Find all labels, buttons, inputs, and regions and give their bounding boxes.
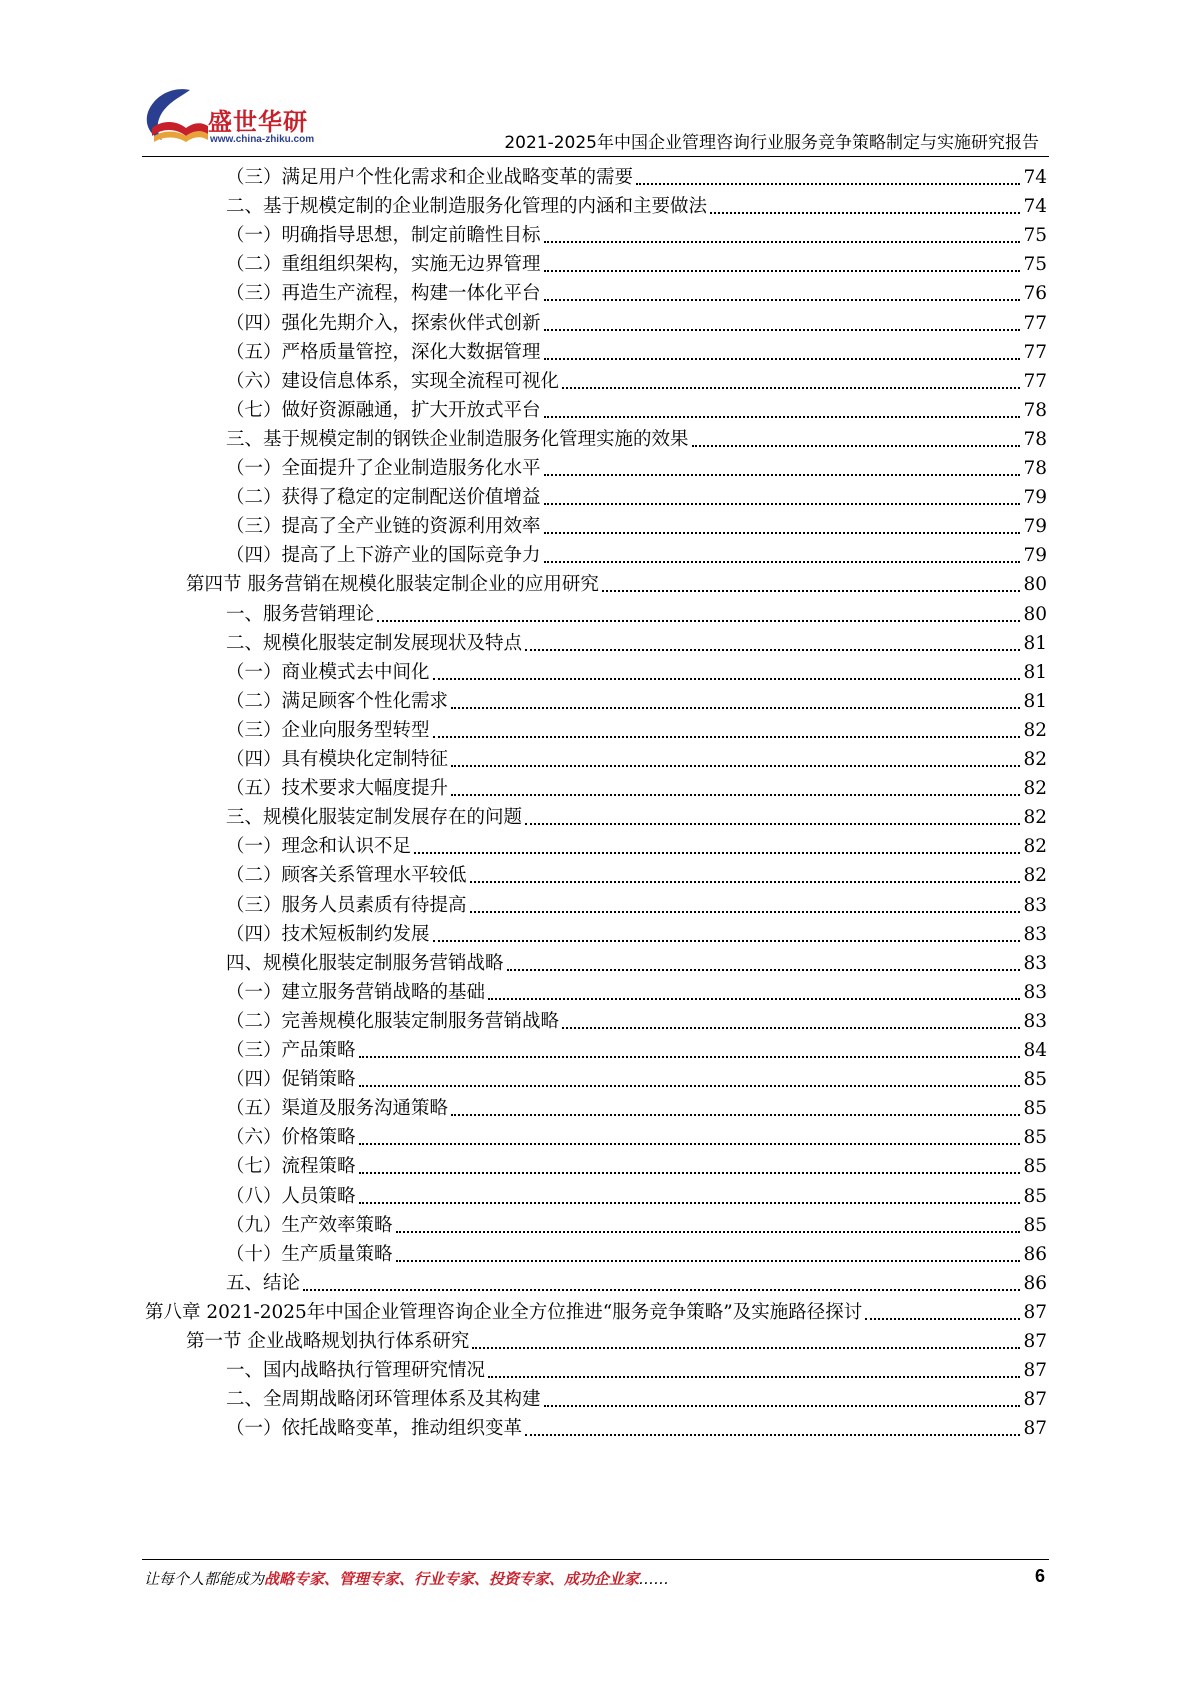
slogan-suffix: …… xyxy=(639,1570,670,1588)
brand-name: 盛世华研 xyxy=(208,108,308,136)
toc-entry-page: 74 xyxy=(1023,167,1047,188)
toc-entry[interactable] xyxy=(226,917,1047,948)
toc-entry-title: （三）服务人员素质有待提高 xyxy=(226,894,467,916)
toc-entry-title: （三）满足用户个性化需求和企业战略变革的需要 xyxy=(226,167,634,188)
toc-entry-page: 83 xyxy=(1023,952,1047,974)
toc-entry-page: 78 xyxy=(1023,458,1047,479)
toc-leader-dots xyxy=(692,445,1021,447)
toc-entry-page: 78 xyxy=(1023,399,1047,421)
toc-leader-dots xyxy=(396,1231,1021,1233)
toc-entry-title: （二）顾客关系管理水平较低 xyxy=(226,865,467,887)
toc-entry[interactable] xyxy=(226,189,1047,220)
toc-leader-dots xyxy=(636,183,1020,185)
footer-slogan xyxy=(144,1568,669,1589)
toc-entry[interactable] xyxy=(226,306,1047,337)
toc-entry-page: 83 xyxy=(1023,894,1047,916)
toc-entry-page: 81 xyxy=(1023,661,1047,683)
toc-entry-page: 86 xyxy=(1023,1243,1047,1265)
toc-entry[interactable] xyxy=(226,858,1047,889)
toc-entry[interactable] xyxy=(145,1295,1047,1326)
toc-leader-dots xyxy=(544,358,1021,360)
toc-entry-page: 83 xyxy=(1023,981,1047,1003)
toc-entry-title: 二、基于规模定制的企业制造服务化管理的内涵和主要做法 xyxy=(226,196,708,218)
toc-leader-dots xyxy=(396,1260,1021,1262)
toc-leader-dots xyxy=(488,1376,1020,1378)
toc-entry-title: （一）建立服务营销战略的基础 xyxy=(226,981,486,1003)
toc-leader-dots xyxy=(544,416,1021,418)
toc-entry-title: （二）重组组织架构，实施无边界管理 xyxy=(226,254,541,276)
toc-entry[interactable] xyxy=(226,1062,1047,1093)
toc-entry-page: 85 xyxy=(1023,1069,1047,1091)
toc-leader-dots xyxy=(544,561,1021,563)
toc-entry-title: （三）提高了全产业链的资源利用效率 xyxy=(226,516,541,538)
toc-entry-page: 82 xyxy=(1023,719,1047,741)
toc-entry[interactable] xyxy=(226,800,1047,831)
toc-entry[interactable] xyxy=(226,247,1047,278)
slogan-highlight: 战略专家、管理专家、行业专家、投资专家、成功企业家 xyxy=(264,1570,640,1588)
toc-entry-page: 80 xyxy=(1023,574,1047,596)
toc-entry-page: 75 xyxy=(1023,225,1047,247)
toc-leader-dots xyxy=(562,1027,1020,1029)
toc-entry[interactable] xyxy=(226,655,1047,686)
toc-entry-title: 一、国内战略执行管理研究情况 xyxy=(226,1360,486,1382)
toc-entry[interactable] xyxy=(226,946,1047,977)
toc-entry[interactable] xyxy=(226,684,1047,715)
toc-leader-dots xyxy=(470,911,1021,913)
toc-leader-dots xyxy=(525,649,1020,651)
toc-entry[interactable] xyxy=(186,567,1047,598)
toc-entry-title: 第四节 服务营销在规模化服装定制企业的应用研究 xyxy=(186,574,599,596)
footer-divider xyxy=(142,1559,1049,1560)
toc-entry[interactable] xyxy=(226,1120,1047,1151)
toc-leader-dots xyxy=(470,881,1021,883)
toc-entry-page: 86 xyxy=(1023,1272,1047,1294)
toc-entry-page: 85 xyxy=(1023,1185,1047,1207)
toc-entry-title: （六）建设信息体系，实现全流程可视化 xyxy=(226,370,560,392)
toc-entry-title: 第八章 2021-2025年中国企业管理咨询企业全方位推进“服务竞争策略”及实施路径探讨 xyxy=(145,1301,863,1323)
toc-leader-dots xyxy=(544,503,1021,505)
toc-entry[interactable] xyxy=(226,771,1047,802)
toc-entry[interactable] xyxy=(226,218,1047,249)
toc-entry-page: 77 xyxy=(1023,341,1047,363)
toc-entry-page: 87 xyxy=(1023,1418,1047,1440)
toc-leader-dots xyxy=(451,1114,1020,1116)
toc-entry-page: 79 xyxy=(1023,545,1047,567)
toc-entry-title: 三、基于规模定制的钢铁企业制造服务化管理实施的效果 xyxy=(226,428,689,450)
toc-entry-page: 87 xyxy=(1023,1331,1047,1352)
toc-entry-page: 76 xyxy=(1023,283,1047,305)
toc-entry-page: 84 xyxy=(1023,1040,1047,1061)
toc-leader-dots xyxy=(544,270,1021,272)
page-number: 6 xyxy=(1034,1566,1045,1586)
toc-entry[interactable] xyxy=(226,742,1047,773)
toc-entry-page: 87 xyxy=(1023,1360,1047,1382)
toc-entry-page: 87 xyxy=(1023,1389,1047,1411)
toc-entry[interactable] xyxy=(226,1149,1047,1180)
toc-entry-title: （一）明确指导思想，制定前瞻性目标 xyxy=(226,225,541,247)
toc-entry-page: 85 xyxy=(1023,1127,1047,1149)
toc-entry-title: （四）强化先期介入，探索伙伴式创新 xyxy=(226,312,541,334)
toc-entry[interactable] xyxy=(226,829,1047,860)
toc-entry-title: （四）技术短板制约发展 xyxy=(226,923,430,945)
toc-leader-dots xyxy=(433,678,1021,680)
toc-entry-title: （八）人员策略 xyxy=(226,1185,356,1207)
toc-leader-dots xyxy=(544,241,1021,243)
toc-entry-page: 85 xyxy=(1023,1098,1047,1120)
toc-entry-title: 第一节 企业战略规划执行体系研究 xyxy=(186,1331,470,1352)
toc-leader-dots xyxy=(602,590,1021,592)
toc-leader-dots xyxy=(472,1347,1020,1349)
toc-leader-dots xyxy=(544,299,1021,301)
toc-entry-title: （五）严格质量管控，深化大数据管理 xyxy=(226,341,541,363)
toc-entry-title: （四）具有模块化定制特征 xyxy=(226,749,449,770)
toc-leader-dots xyxy=(488,998,1020,1000)
toc-entry-page: 75 xyxy=(1023,254,1047,276)
toc-leader-dots xyxy=(359,1202,1021,1204)
toc-entry-page: 82 xyxy=(1023,865,1047,887)
toc-entry-title: （三）企业向服务型转型 xyxy=(226,719,430,741)
toc-leader-dots xyxy=(359,1085,1021,1087)
toc-leader-dots xyxy=(451,794,1020,796)
toc-entry[interactable] xyxy=(226,480,1047,511)
toc-entry-title: 三、规模化服装定制发展存在的问题 xyxy=(226,807,523,829)
toc-entry-title: （三）再造生产流程，构建一体化平台 xyxy=(226,283,541,305)
toc-entry[interactable] xyxy=(226,451,1047,482)
toc-entry-title: （一）商业模式去中间化 xyxy=(226,661,430,683)
toc-entry-title: （十）生产质量策略 xyxy=(226,1243,393,1265)
toc-entry-title: （二）完善规模化服装定制服务营销战略 xyxy=(226,1010,560,1032)
toc-entry-title: 四、规模化服装定制服务营销战略 xyxy=(226,952,504,974)
toc-entry-title: （七）做好资源融通，扩大开放式平台 xyxy=(226,399,541,421)
page-header xyxy=(0,0,1191,160)
toc-leader-dots xyxy=(544,474,1021,476)
toc-entry-title: （五）技术要求大幅度提升 xyxy=(226,778,449,800)
toc-entry-title: （一）依托战略变革，推动组织变革 xyxy=(226,1418,523,1440)
toc-entry[interactable] xyxy=(226,1382,1047,1413)
toc-entry-title: （五）渠道及服务沟通策略 xyxy=(226,1098,449,1120)
toc-entry-page: 87 xyxy=(1023,1301,1047,1323)
toc-entry-title: 五、结论 xyxy=(226,1272,301,1294)
toc-leader-dots xyxy=(544,532,1021,534)
toc-entry-page: 77 xyxy=(1023,370,1047,392)
toc-leader-dots xyxy=(359,1172,1021,1174)
toc-entry[interactable] xyxy=(226,422,1047,453)
toc-entry-page: 80 xyxy=(1023,603,1047,625)
toc-entry-page: 85 xyxy=(1023,1214,1047,1236)
toc-entry[interactable] xyxy=(226,1033,1047,1064)
toc-leader-dots xyxy=(710,212,1020,214)
toc-entry-page: 81 xyxy=(1023,690,1047,712)
toc-entry[interactable] xyxy=(226,1353,1047,1384)
toc-entry[interactable] xyxy=(226,1411,1047,1442)
toc-leader-dots xyxy=(433,736,1021,738)
toc-leader-dots xyxy=(865,1318,1020,1320)
toc-entry[interactable] xyxy=(226,626,1047,657)
toc-entry[interactable] xyxy=(226,888,1047,919)
toc-leader-dots xyxy=(377,620,1020,622)
toc-leader-dots xyxy=(507,969,1021,971)
toc-entry-title: 二、全周期战略闭环管理体系及其构建 xyxy=(226,1389,541,1411)
toc-entry-page: 82 xyxy=(1023,836,1047,858)
toc-entry[interactable] xyxy=(226,1091,1047,1122)
toc-leader-dots xyxy=(544,329,1021,331)
header-divider xyxy=(142,156,1049,157)
toc-entry-title: （四）提高了上下游产业的国际竞争力 xyxy=(226,545,541,567)
toc-entry[interactable] xyxy=(186,1324,1047,1355)
toc-entry[interactable] xyxy=(226,538,1047,569)
toc-entry[interactable] xyxy=(226,276,1047,307)
toc-leader-dots xyxy=(359,1143,1021,1145)
toc-leader-dots xyxy=(525,823,1020,825)
toc-entry[interactable] xyxy=(226,393,1047,424)
brand-logo xyxy=(142,84,315,152)
toc-entry-page: 78 xyxy=(1023,428,1047,450)
toc-entry-title: 二、规模化服装定制发展现状及特点 xyxy=(226,632,523,654)
toc-leader-dots xyxy=(525,1434,1020,1436)
toc-entry-page: 82 xyxy=(1023,807,1047,829)
toc-entry-title: （二）满足顾客个性化需求 xyxy=(226,690,449,712)
toc-entry-page: 83 xyxy=(1023,1010,1047,1032)
toc-entry[interactable] xyxy=(226,1266,1047,1297)
toc-entry-page: 81 xyxy=(1023,632,1047,654)
toc-entry-page: 74 xyxy=(1023,196,1047,218)
toc-entry-title: （九）生产效率策略 xyxy=(226,1214,393,1236)
toc-leader-dots xyxy=(562,387,1020,389)
slogan-prefix: 让每个人都能成为 xyxy=(144,1570,265,1588)
toc-entry[interactable] xyxy=(226,509,1047,540)
toc-entry-title: （四）促销策略 xyxy=(226,1069,356,1091)
toc-entry-title: （一）全面提升了企业制造服务化水平 xyxy=(226,458,541,479)
toc-entry[interactable] xyxy=(226,1179,1047,1210)
toc-entry[interactable] xyxy=(226,975,1047,1006)
toc-entry[interactable] xyxy=(226,335,1047,366)
toc-entry[interactable] xyxy=(226,713,1047,744)
toc-entry[interactable] xyxy=(226,1208,1047,1239)
toc-entry-title: （六）价格策略 xyxy=(226,1127,356,1149)
toc-entry-page: 79 xyxy=(1023,516,1047,538)
toc-entry-title: （七）流程策略 xyxy=(226,1156,356,1178)
toc-entry-page: 77 xyxy=(1023,312,1047,334)
toc-entry[interactable] xyxy=(226,364,1047,395)
logo-swoosh-icon xyxy=(142,84,212,148)
toc-entry-page: 82 xyxy=(1023,778,1047,800)
toc-entry[interactable] xyxy=(226,1237,1047,1268)
toc-entry-page: 85 xyxy=(1023,1156,1047,1178)
toc-entry[interactable] xyxy=(226,160,1047,191)
toc-entry[interactable] xyxy=(226,597,1047,628)
toc-leader-dots xyxy=(359,1056,1021,1058)
toc-leader-dots xyxy=(303,1289,1020,1291)
toc-leader-dots xyxy=(451,707,1020,709)
toc-entry-page: 79 xyxy=(1023,487,1047,509)
toc-entry-title: （三）产品策略 xyxy=(226,1040,356,1061)
toc-entry-title: （二）获得了稳定的定制配送价值增益 xyxy=(226,487,541,509)
toc-leader-dots xyxy=(451,765,1020,767)
toc-entry-title: （一）理念和认识不足 xyxy=(226,836,412,858)
toc-leader-dots xyxy=(414,852,1020,854)
brand-url: www.china-zhiku.com xyxy=(210,134,315,145)
toc-entry-title: 一、服务营销理论 xyxy=(226,603,375,625)
toc-entry-page: 83 xyxy=(1023,923,1047,945)
toc-entry[interactable] xyxy=(226,1004,1047,1035)
toc-leader-dots xyxy=(433,940,1021,942)
document-title: 2021-2025年中国企业管理咨询行业服务竞争策略制定与实施研究报告 xyxy=(504,133,1039,153)
toc-leader-dots xyxy=(544,1405,1021,1407)
toc-entry-page: 82 xyxy=(1023,749,1047,770)
